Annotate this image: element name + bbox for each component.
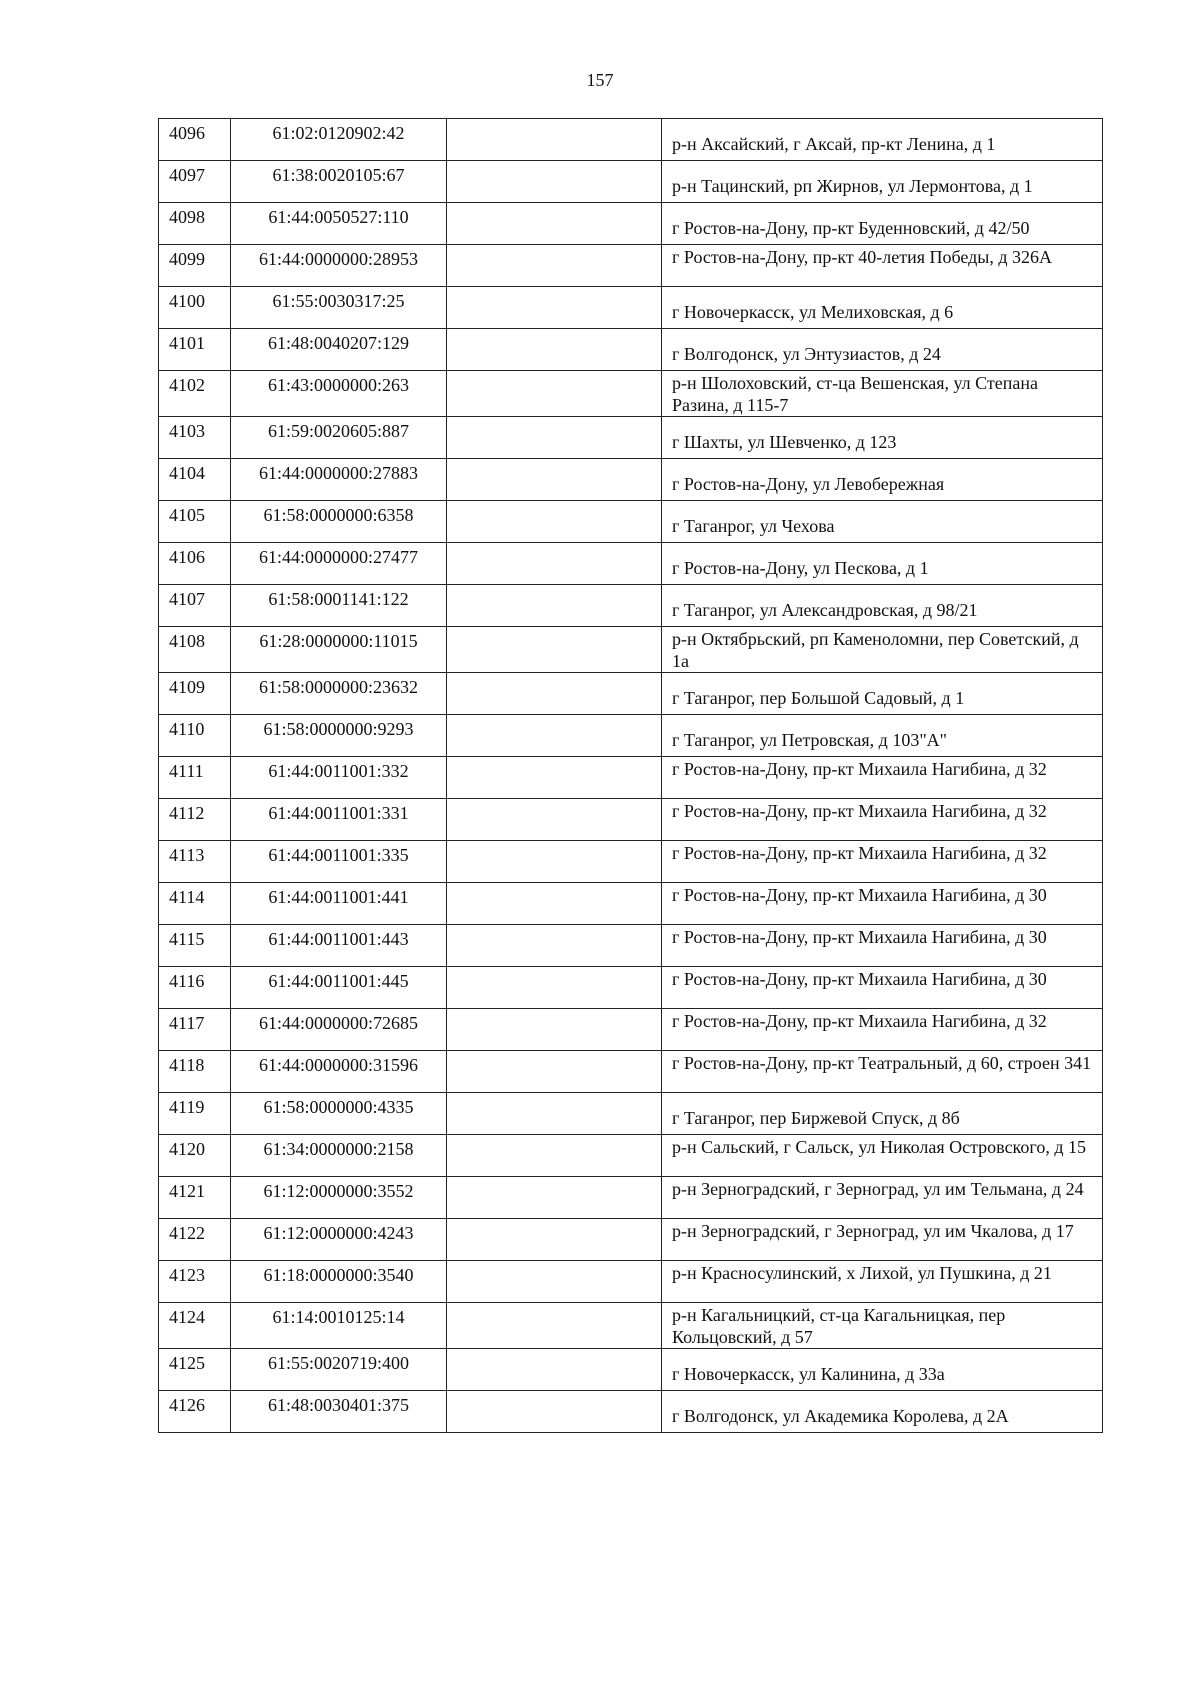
address-text: г Волгодонск, ул Энтузиастов, д 24 xyxy=(672,344,941,364)
address-text: г Таганрог, пер Биржевой Спуск, д 8б xyxy=(672,1108,960,1128)
property-registry-table xyxy=(158,118,1103,1433)
empty-cell xyxy=(447,1009,662,1051)
cadastral-number: 61:12:0000000:4243 xyxy=(263,1223,414,1243)
table-row xyxy=(159,757,1103,799)
address-cell xyxy=(662,1009,1103,1051)
cadastral-number: 61:44:0000000:27883 xyxy=(258,463,418,483)
row-number: 4121 xyxy=(169,1181,205,1201)
cadastral-number-cell xyxy=(231,1135,447,1177)
empty-cell xyxy=(447,1349,662,1391)
address-cell xyxy=(662,1303,1103,1349)
row-number-cell xyxy=(159,417,231,459)
row-number: 4124 xyxy=(169,1307,205,1327)
cadastral-number: 61:38:0020105:67 xyxy=(272,165,405,185)
row-number: 4117 xyxy=(169,1013,205,1033)
row-number: 4114 xyxy=(169,887,205,907)
table-row xyxy=(159,1177,1103,1219)
table-row xyxy=(159,1051,1103,1093)
address-cell xyxy=(662,799,1103,841)
address-cell xyxy=(662,417,1103,459)
address-text: г Ростов-на-Дону, пр-кт Театральный, д 60, строен 341 xyxy=(672,1053,1092,1073)
row-number-cell xyxy=(159,1177,231,1219)
empty-cell xyxy=(447,1303,662,1349)
row-number-cell xyxy=(159,161,231,203)
row-number-cell xyxy=(159,715,231,757)
empty-cell xyxy=(447,1051,662,1093)
table-row xyxy=(159,1009,1103,1051)
row-number: 4104 xyxy=(169,463,205,483)
table-row xyxy=(159,1219,1103,1261)
row-number-cell xyxy=(159,203,231,245)
address-cell xyxy=(662,161,1103,203)
row-number: 4118 xyxy=(169,1055,205,1075)
address-text: р-н Зерноградский, г Зерноград, ул им Тельмана, д 24 xyxy=(672,1179,1084,1199)
address-text: г Ростов-на-Дону, ул Пескова, д 1 xyxy=(672,558,929,578)
cadastral-number: 61:18:0000000:3540 xyxy=(263,1265,414,1285)
row-number: 4116 xyxy=(169,971,205,991)
empty-cell xyxy=(447,459,662,501)
table-row xyxy=(159,673,1103,715)
cadastral-number-cell xyxy=(231,925,447,967)
row-number-cell xyxy=(159,543,231,585)
address-text: г Волгодонск, ул Академика Королева, д 2А xyxy=(672,1406,1009,1426)
empty-cell xyxy=(447,967,662,1009)
row-number: 4119 xyxy=(169,1097,205,1117)
address-cell xyxy=(662,925,1103,967)
row-number: 4110 xyxy=(169,719,205,739)
row-number: 4115 xyxy=(169,929,205,949)
cadastral-number: 61:44:0011001:443 xyxy=(268,929,409,949)
cadastral-number: 61:44:0011001:441 xyxy=(268,887,409,907)
table-row xyxy=(159,1135,1103,1177)
row-number: 4112 xyxy=(169,803,205,823)
row-number: 4123 xyxy=(169,1265,205,1285)
address-cell xyxy=(662,1135,1103,1177)
cadastral-number-cell xyxy=(231,203,447,245)
address-cell xyxy=(662,543,1103,585)
cadastral-number: 61:58:0000000:4335 xyxy=(263,1097,414,1117)
address-text: г Таганрог, пер Большой Садовый, д 1 xyxy=(672,688,965,708)
address-cell xyxy=(662,1219,1103,1261)
address-text: г Ростов-на-Дону, пр-кт Михаила Нагибина, д 30 xyxy=(672,927,1047,947)
address-cell xyxy=(662,883,1103,925)
empty-cell xyxy=(447,627,662,673)
table-row xyxy=(159,203,1103,245)
address-text: г Ростов-на-Дону, пр-кт Михаила Нагибина, д 32 xyxy=(672,843,1047,863)
address-text: г Таганрог, ул Чехова xyxy=(672,516,835,536)
address-text: г Ростов-на-Дону, пр-кт Михаила Нагибина, д 30 xyxy=(672,885,1047,905)
table-row xyxy=(159,883,1103,925)
cadastral-number-cell xyxy=(231,119,447,161)
address-cell xyxy=(662,967,1103,1009)
address-cell xyxy=(662,715,1103,757)
address-cell xyxy=(662,673,1103,715)
row-number: 4097 xyxy=(169,165,205,185)
address-text: р-н Зерноградский, г Зерноград, ул им Чкалова, д 17 xyxy=(672,1221,1074,1241)
cadastral-number: 61:44:0000000:27477 xyxy=(258,547,418,567)
address-text: г Шахты, ул Шевченко, д 123 xyxy=(672,432,897,452)
row-number-cell xyxy=(159,1349,231,1391)
row-number: 4120 xyxy=(169,1139,205,1159)
address-cell xyxy=(662,841,1103,883)
address-text: г Ростов-на-Дону, пр-кт Михаила Нагибина, д 32 xyxy=(672,759,1047,779)
empty-cell xyxy=(447,203,662,245)
row-number-cell xyxy=(159,501,231,543)
cadastral-number-cell xyxy=(231,967,447,1009)
cadastral-number: 61:34:0000000:2158 xyxy=(263,1139,414,1159)
cadastral-number: 61:58:0000000:6358 xyxy=(263,505,414,525)
table-row xyxy=(159,371,1103,417)
empty-cell xyxy=(447,883,662,925)
cadastral-number: 61:55:0020719:400 xyxy=(267,1353,409,1373)
empty-cell xyxy=(447,841,662,883)
address-cell xyxy=(662,585,1103,627)
cadastral-number: 61:44:0000000:28953 xyxy=(258,249,418,269)
address-cell xyxy=(662,119,1103,161)
cadastral-number-cell xyxy=(231,1303,447,1349)
cadastral-number-cell xyxy=(231,1177,447,1219)
row-number: 4106 xyxy=(169,547,205,567)
table-row xyxy=(159,585,1103,627)
cadastral-number-cell xyxy=(231,757,447,799)
row-number: 4113 xyxy=(169,845,205,865)
cadastral-number-cell xyxy=(231,1219,447,1261)
address-cell xyxy=(662,757,1103,799)
address-cell xyxy=(662,371,1103,417)
row-number-cell xyxy=(159,627,231,673)
cadastral-number-cell xyxy=(231,627,447,673)
empty-cell xyxy=(447,925,662,967)
empty-cell xyxy=(447,245,662,287)
row-number-cell xyxy=(159,287,231,329)
cadastral-number: 61:43:0000000:263 xyxy=(267,375,409,395)
empty-cell xyxy=(447,1177,662,1219)
address-text: г Таганрог, ул Александровская, д 98/21 xyxy=(672,600,978,620)
row-number: 4103 xyxy=(169,421,205,441)
cadastral-number-cell xyxy=(231,1009,447,1051)
cadastral-number: 61:48:0030401:375 xyxy=(267,1395,409,1415)
cadastral-number: 61:14:0010125:14 xyxy=(272,1307,405,1327)
row-number: 4126 xyxy=(169,1395,205,1415)
address-cell xyxy=(662,1349,1103,1391)
cadastral-number: 61:44:0011001:331 xyxy=(268,803,409,823)
table-row xyxy=(159,1349,1103,1391)
cadastral-number-cell xyxy=(231,1261,447,1303)
row-number: 4108 xyxy=(169,631,205,651)
empty-cell xyxy=(447,715,662,757)
table-row xyxy=(159,329,1103,371)
row-number-cell xyxy=(159,799,231,841)
address-text: р-н Аксайский, г Аксай, пр-кт Ленина, д 1 xyxy=(672,134,996,154)
row-number-cell xyxy=(159,119,231,161)
empty-cell xyxy=(447,1135,662,1177)
cadastral-number: 61:44:0011001:445 xyxy=(268,971,409,991)
row-number-cell xyxy=(159,1051,231,1093)
row-number-cell xyxy=(159,841,231,883)
address-cell xyxy=(662,1051,1103,1093)
row-number-cell xyxy=(159,1303,231,1349)
cadastral-number-cell xyxy=(231,715,447,757)
empty-cell xyxy=(447,1093,662,1135)
row-number: 4109 xyxy=(169,677,205,697)
empty-cell xyxy=(447,799,662,841)
row-number-cell xyxy=(159,1135,231,1177)
address-text: р-н Кагальницкий, ст-ца Кагальницкая, пер Кольцовский, д 57 xyxy=(672,1305,1006,1347)
row-number-cell xyxy=(159,1009,231,1051)
empty-cell xyxy=(447,119,662,161)
row-number-cell xyxy=(159,1261,231,1303)
address-text: р-н Тацинский, рп Жирнов, ул Лермонтова, д 1 xyxy=(672,176,1033,196)
row-number-cell xyxy=(159,329,231,371)
table-row xyxy=(159,161,1103,203)
address-cell xyxy=(662,203,1103,245)
cadastral-number-cell xyxy=(231,799,447,841)
address-text: г Ростов-на-Дону, пр-кт Михаила Нагибина, д 32 xyxy=(672,1011,1047,1031)
address-text: г Ростов-на-Дону, пр-кт 40-летия Победы, д 326А xyxy=(672,247,1053,267)
table-row xyxy=(159,119,1103,161)
table-row xyxy=(159,715,1103,757)
address-cell xyxy=(662,245,1103,287)
cadastral-number-cell xyxy=(231,161,447,203)
address-cell xyxy=(662,459,1103,501)
empty-cell xyxy=(447,1391,662,1433)
cadastral-number: 61:44:0000000:31596 xyxy=(258,1055,418,1075)
row-number: 4107 xyxy=(169,589,205,609)
table-row xyxy=(159,287,1103,329)
address-text: р-н Шолоховский, ст-ца Вешенская, ул Степана Разина, д 115-7 xyxy=(672,373,1039,415)
address-text: г Таганрог, ул Петровская, д 103"А" xyxy=(672,730,948,750)
cadastral-number-cell xyxy=(231,371,447,417)
address-cell xyxy=(662,627,1103,673)
empty-cell xyxy=(447,417,662,459)
cadastral-number: 61:44:0011001:332 xyxy=(268,761,409,781)
table-row xyxy=(159,245,1103,287)
row-number: 4096 xyxy=(169,123,205,143)
cadastral-number-cell xyxy=(231,1093,447,1135)
row-number-cell xyxy=(159,757,231,799)
table-row xyxy=(159,501,1103,543)
cadastral-number: 61:55:0030317:25 xyxy=(272,291,405,311)
address-text: г Новочеркасск, ул Мелиховская, д 6 xyxy=(672,302,954,322)
table-row xyxy=(159,1303,1103,1349)
cadastral-number-cell xyxy=(231,673,447,715)
row-number-cell xyxy=(159,459,231,501)
empty-cell xyxy=(447,329,662,371)
row-number-cell xyxy=(159,673,231,715)
table-row xyxy=(159,1391,1103,1433)
row-number: 4098 xyxy=(169,207,205,227)
cadastral-number-cell xyxy=(231,459,447,501)
address-text: г Ростов-на-Дону, пр-кт Буденновский, д 42/50 xyxy=(672,218,1030,238)
address-text: р-н Сальский, г Сальск, ул Николая Островского, д 15 xyxy=(672,1137,1086,1157)
row-number-cell xyxy=(159,585,231,627)
cadastral-number: 61:28:0000000:11015 xyxy=(259,631,418,651)
address-cell xyxy=(662,1261,1103,1303)
address-cell xyxy=(662,287,1103,329)
table-row xyxy=(159,799,1103,841)
address-cell xyxy=(662,501,1103,543)
page-number: 157 xyxy=(586,70,614,90)
cadastral-number-cell xyxy=(231,1051,447,1093)
row-number: 4111 xyxy=(169,761,204,781)
row-number: 4100 xyxy=(169,291,205,311)
cadastral-number-cell xyxy=(231,417,447,459)
row-number-cell xyxy=(159,1219,231,1261)
empty-cell xyxy=(447,757,662,799)
cadastral-number-cell xyxy=(231,585,447,627)
cadastral-number: 61:44:0000000:72685 xyxy=(258,1013,418,1033)
row-number-cell xyxy=(159,245,231,287)
address-text: р-н Октябрьский, рп Каменоломни, пер Советский, д 1а xyxy=(672,629,1079,671)
address-text: г Ростов-на-Дону, пр-кт Михаила Нагибина, д 32 xyxy=(672,801,1047,821)
cadastral-number-cell xyxy=(231,883,447,925)
cadastral-number: 61:58:0000000:9293 xyxy=(263,719,414,739)
address-text: р-н Красносулинский, х Лихой, ул Пушкина, д 21 xyxy=(672,1263,1052,1283)
address-text: г Ростов-на-Дону, ул Левобережная xyxy=(672,474,945,494)
address-cell xyxy=(662,1391,1103,1433)
empty-cell xyxy=(447,501,662,543)
cadastral-number-cell xyxy=(231,543,447,585)
row-number-cell xyxy=(159,371,231,417)
cadastral-number-cell xyxy=(231,1349,447,1391)
empty-cell xyxy=(447,585,662,627)
cadastral-number: 61:44:0011001:335 xyxy=(268,845,409,865)
cadastral-number: 61:44:0050527:110 xyxy=(268,207,409,227)
row-number: 4102 xyxy=(169,375,205,395)
cadastral-number-cell xyxy=(231,841,447,883)
row-number: 4125 xyxy=(169,1353,205,1373)
cadastral-number-cell xyxy=(231,329,447,371)
empty-cell xyxy=(447,161,662,203)
cadastral-number: 61:48:0040207:129 xyxy=(267,333,409,353)
table-row xyxy=(159,841,1103,883)
empty-cell xyxy=(447,543,662,585)
table-row xyxy=(159,417,1103,459)
row-number-cell xyxy=(159,967,231,1009)
row-number-cell xyxy=(159,1391,231,1433)
row-number-cell xyxy=(159,883,231,925)
empty-cell xyxy=(447,1261,662,1303)
empty-cell xyxy=(447,287,662,329)
cadastral-number-cell xyxy=(231,1391,447,1433)
cadastral-number-cell xyxy=(231,245,447,287)
table-row xyxy=(159,543,1103,585)
cadastral-number-cell xyxy=(231,287,447,329)
address-cell xyxy=(662,329,1103,371)
row-number: 4105 xyxy=(169,505,205,525)
cadastral-number: 61:12:0000000:3552 xyxy=(263,1181,414,1201)
empty-cell xyxy=(447,1219,662,1261)
address-cell xyxy=(662,1177,1103,1219)
address-cell xyxy=(662,1093,1103,1135)
empty-cell xyxy=(447,673,662,715)
row-number-cell xyxy=(159,925,231,967)
table-row xyxy=(159,1261,1103,1303)
table-row xyxy=(159,459,1103,501)
cadastral-number: 61:59:0020605:887 xyxy=(267,421,409,441)
cadastral-number: 61:58:0000000:23632 xyxy=(258,677,418,697)
table-row xyxy=(159,627,1103,673)
table-body xyxy=(159,119,1103,1433)
row-number-cell xyxy=(159,1093,231,1135)
table-row xyxy=(159,1093,1103,1135)
address-text: г Ростов-на-Дону, пр-кт Михаила Нагибина, д 30 xyxy=(672,969,1047,989)
row-number: 4101 xyxy=(169,333,205,353)
address-text: г Новочеркасск, ул Калинина, д 33а xyxy=(672,1364,945,1384)
row-number: 4122 xyxy=(169,1223,205,1243)
cadastral-number-cell xyxy=(231,501,447,543)
table-row xyxy=(159,925,1103,967)
empty-cell xyxy=(447,371,662,417)
cadastral-number: 61:02:0120902:42 xyxy=(272,123,405,143)
row-number: 4099 xyxy=(169,249,205,269)
cadastral-number: 61:58:0001141:122 xyxy=(268,589,409,609)
table-row xyxy=(159,967,1103,1009)
